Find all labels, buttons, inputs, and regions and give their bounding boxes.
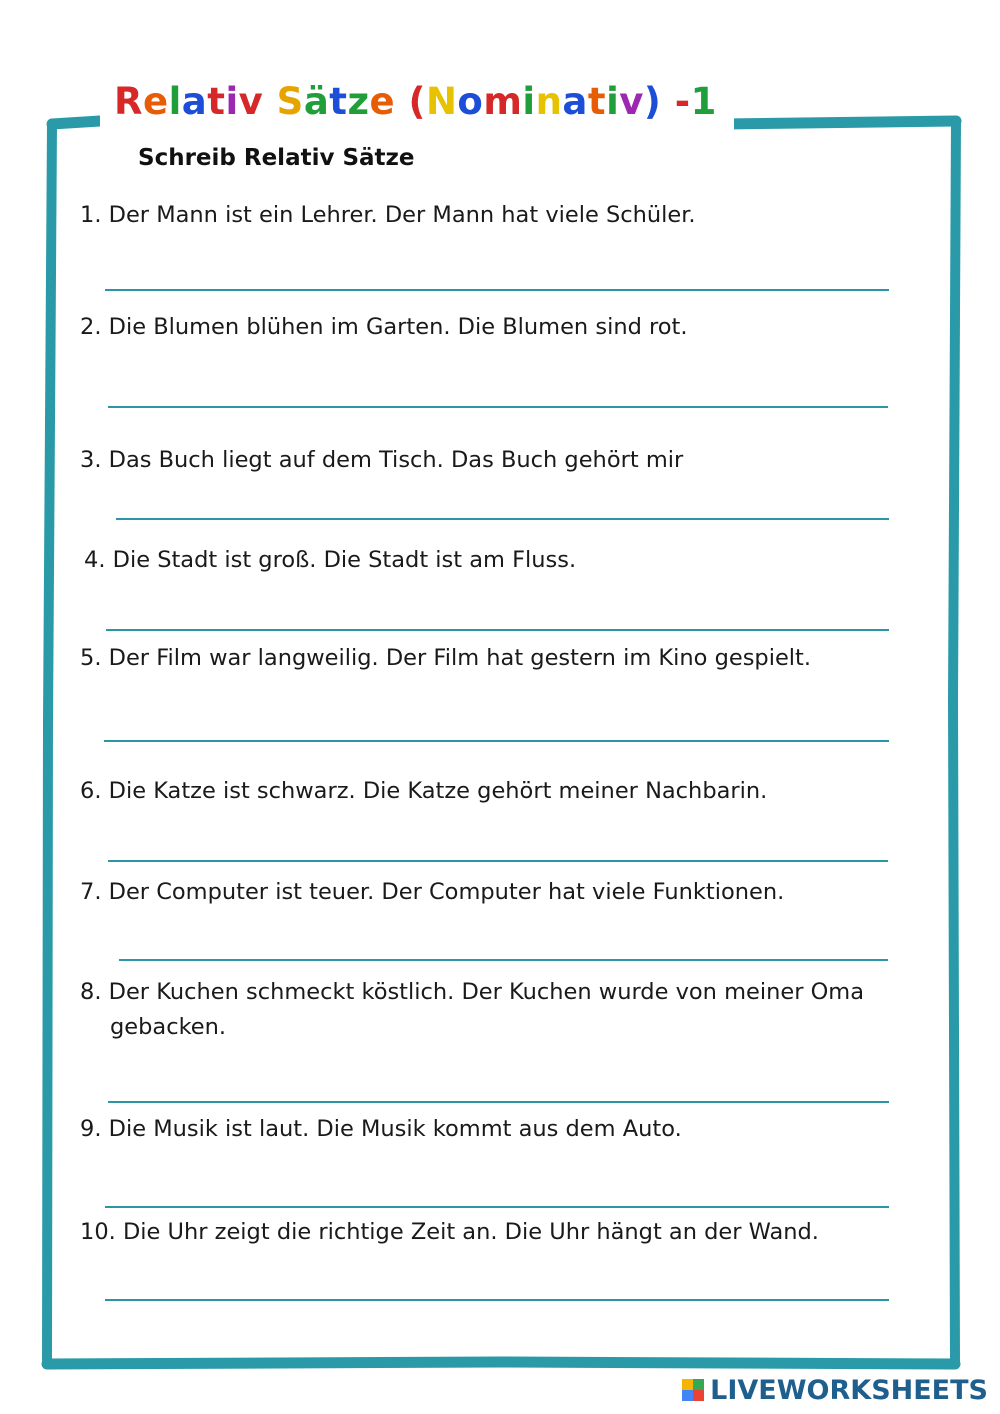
question-10 [80, 1215, 910, 1250]
title-letter: - [674, 80, 691, 123]
title-letter: v [619, 80, 644, 123]
title-letter: a [562, 80, 588, 123]
title-letter: t [329, 80, 348, 123]
answer-line-4 [106, 629, 889, 631]
title-letter [395, 72, 408, 132]
question-number: 8. [80, 979, 102, 1005]
title-letter: a [181, 80, 208, 123]
question-5 [80, 641, 910, 676]
answer-input-7[interactable] [119, 917, 892, 959]
instruction-heading: Schreib Relativ Sätze [138, 145, 415, 171]
title-letter: ä [303, 80, 330, 123]
question-number: 6. [80, 778, 102, 804]
answer-line-6 [108, 860, 888, 862]
title-letter: i [522, 80, 536, 123]
question-number: 5. [80, 645, 102, 671]
question-1 [80, 198, 910, 233]
answer-input-5[interactable] [104, 698, 893, 740]
title-letter: z [347, 80, 370, 123]
brand-name: LIVEWORKSHEETS [710, 1374, 988, 1406]
question-number: 4. [84, 547, 106, 573]
question-text: Die Uhr zeigt die richtige Zeit an. Die Uhr hängt an der Wand. [122, 1219, 819, 1245]
answer-input-2[interactable] [108, 364, 892, 406]
answer-input-10[interactable] [105, 1257, 893, 1299]
question-number: 7. [80, 879, 102, 905]
title-letter: v [238, 80, 264, 123]
title-letter: l [168, 80, 182, 123]
question-number: 2. [80, 314, 102, 340]
liveworksheets-brand[interactable] [682, 1373, 988, 1407]
question-2 [80, 310, 910, 345]
title-letter [661, 72, 674, 132]
question-text: Der Computer ist teuer. Der Computer hat viele Funktionen. [108, 879, 785, 905]
question-text: Das Buch liegt auf dem Tisch. Das Buch gehört mir [108, 447, 684, 473]
question-text: Die Katze ist schwarz. Die Katze gehört meiner Nachbarin. [108, 778, 768, 804]
answer-input-3[interactable] [116, 476, 893, 518]
title-letter: t [587, 80, 607, 123]
question-9 [80, 1112, 910, 1147]
title-letter: e [143, 80, 169, 123]
title-letter: n [535, 80, 563, 123]
question-text: Die Blumen blühen im Garten. Die Blumen sind rot. [108, 314, 688, 340]
answer-input-8[interactable] [108, 1059, 893, 1101]
answer-line-1 [105, 289, 889, 291]
title-letter: ) [643, 80, 662, 123]
answer-input-9[interactable] [105, 1164, 893, 1206]
title-letter: N [425, 80, 458, 123]
title-letter: m [483, 80, 523, 123]
title-letter: o [457, 80, 484, 123]
question-number: 3. [80, 447, 102, 473]
title-letter: S [276, 80, 304, 123]
title-letter: i [225, 80, 239, 123]
question-number: 10. [80, 1219, 116, 1245]
question-text: Der Film war langweilig. Der Film hat gestern im Kino gespielt. [108, 645, 812, 671]
answer-line-3 [116, 518, 889, 520]
title-letter: t [207, 80, 226, 123]
question-text: Die Stadt ist groß. Die Stadt ist am Fluss. [112, 547, 577, 573]
title-letter: 1 [690, 80, 717, 123]
question-7 [80, 875, 910, 910]
title-letter: i [606, 80, 620, 123]
question-text: Die Musik ist laut. Die Musik kommt aus dem Auto. [108, 1116, 682, 1142]
question-text: Der Kuchen schmeckt köstlich. Der Kuchen wurde von meiner Oma gebacken. [108, 979, 865, 1040]
question-text: Der Mann ist ein Lehrer. Der Mann hat viele Schüler. [108, 202, 696, 228]
answer-input-4[interactable] [106, 587, 893, 629]
question-3 [80, 443, 910, 478]
title-letter: e [369, 80, 396, 123]
question-number: 1. [80, 202, 102, 228]
answer-line-7 [119, 959, 888, 961]
title-letter [263, 72, 276, 132]
question-8 [80, 975, 920, 1045]
question-number: 9. [80, 1116, 102, 1142]
title-letter: R [114, 80, 143, 123]
answer-line-2 [108, 406, 888, 408]
liveworksheets-logo-icon [682, 1379, 704, 1401]
question-4 [84, 543, 914, 578]
worksheet-title [100, 72, 734, 132]
answer-input-1[interactable] [105, 247, 893, 289]
title-letter: ( [408, 80, 426, 123]
answer-input-6[interactable] [108, 818, 892, 860]
answer-line-8 [108, 1101, 889, 1103]
answer-line-5 [104, 740, 889, 742]
answer-line-9 [105, 1206, 889, 1208]
question-6 [80, 774, 910, 809]
answer-line-10 [105, 1299, 889, 1301]
